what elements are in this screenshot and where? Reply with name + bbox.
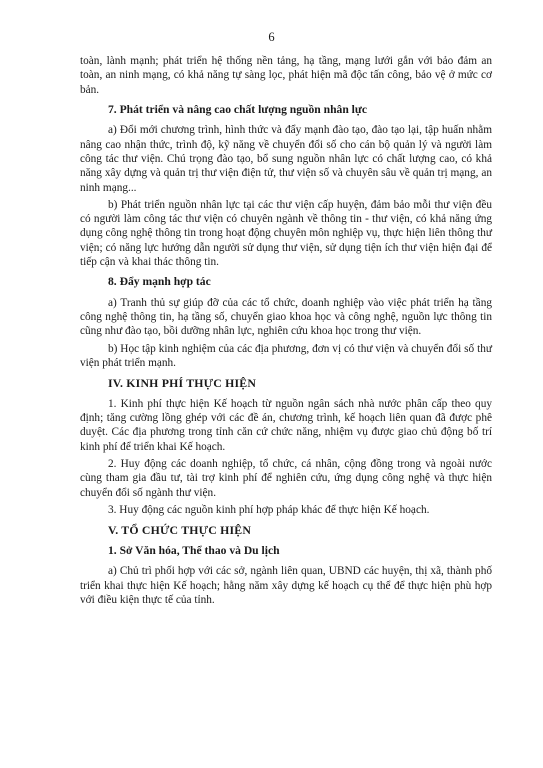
section-iv-item-1: 1. Kinh phí thực hiện Kế hoạch từ nguồn ngân sách nhà nước phân cấp theo quy định; tăng cường lồng ghép với các đề án, chương trình, kế hoạch liên quan đã được phê duyệt. Các địa phương trong tỉnh căn cứ chức năng, nhiệm vụ được giao chủ động bố trí kinh phí để triển khai Kế hoạch. bbox=[80, 397, 492, 453]
section-iv-item-2: 2. Huy động các doanh nghiệp, tổ chức, cá nhân, cộng đồng trong và ngoài nước cùng tham gia đầu tư, tài trợ kinh phí để nghiên cứu, ứng dụng công nghệ và thực hiện chuyển đổi số ngành thư viện. bbox=[80, 458, 492, 499]
section-8-item-b: b) Học tập kinh nghiệm của các địa phương, đơn vị có thư viện và chuyển đổi số thư viện phát triển mạnh. bbox=[80, 342, 492, 370]
section-7-item-b: b) Phát triển nguồn nhân lực tại các thư viện cấp huyện, đảm bảo mỗi thư viện đều có người làm công tác thư viện có chuyên ngành về thông tin - thư viện, có khả năng ứng dụng công nghệ thông tin trong hoạt động chuyên môn nghiệp vụ, thực hiện liên thông thư viện; có năng lực hướng dẫn người sử dụng thư viện, sử dụng tiện ích thư viện hiện đại để tiếp cận và khai thác thông tin. bbox=[80, 198, 492, 269]
section-8-item-a: a) Tranh thủ sự giúp đỡ của các tổ chức, doanh nghiệp vào việc phát triển hạ tầng công nghệ thông tin, hạ tầng số, chuyển giao khoa học và công nghệ, nguồn lực thông tin cũng như đào tạo, bồi dưỡng nhân lực, nghiên cứu khoa học trong thư viện. bbox=[80, 296, 492, 338]
section-v-heading: V. TỔ CHỨC THỰC HIỆN bbox=[108, 523, 252, 538]
section-8-heading: 8. Đẩy mạnh hợp tác bbox=[108, 275, 211, 289]
page-content bbox=[80, 54, 492, 610]
page-number: 6 bbox=[268, 30, 275, 44]
section-iv-item-3: 3. Huy động các nguồn kinh phí hợp pháp khác để thực hiện Kế hoạch. bbox=[108, 503, 430, 516]
section-v-item-a: a) Chủ trì phối hợp với các sở, ngành liên quan, UBND các huyện, thị xã, thành phố triển khai thực hiện Kế hoạch; hằng năm xây dựng kế hoạch cụ thể để thực hiện phù hợp với điều kiện thực tế của tỉnh. bbox=[80, 565, 492, 606]
intro-paragraph: toàn, lành mạnh; phát triển hệ thống nền tảng, hạ tầng, mạng lưới gắn với bảo đảm an toàn, an ninh mạng, có khả năng tự sàng lọc, phát hiện mã độc tấn công, bảo vệ ở mức cơ bản. bbox=[80, 55, 492, 96]
section-iv-heading: IV. KINH PHÍ THỰC HIỆN bbox=[108, 376, 257, 391]
section-v-subheading-1: 1. Sở Văn hóa, Thể thao và Du lịch bbox=[108, 543, 280, 557]
section-7-heading: 7. Phát triển và nâng cao chất lượng nguồn nhân lực bbox=[108, 102, 368, 116]
section-7-item-a: a) Đổi mới chương trình, hình thức và đẩy mạnh đào tạo, đào tạo lại, tập huấn nhằm nâng cao nhận thức, trình độ, kỹ năng về chuyển đổi số cho cán bộ quản lý và người làm công tác thư viện. Chú trọng đào tạo, bổ sung nguồn nhân lực có chất lượng cao, có khả năng xây dựng và quản trị thư viện điện tử, thư viện số và chuyên sâu về quản trị mạng, an ninh mạng... bbox=[80, 124, 492, 194]
